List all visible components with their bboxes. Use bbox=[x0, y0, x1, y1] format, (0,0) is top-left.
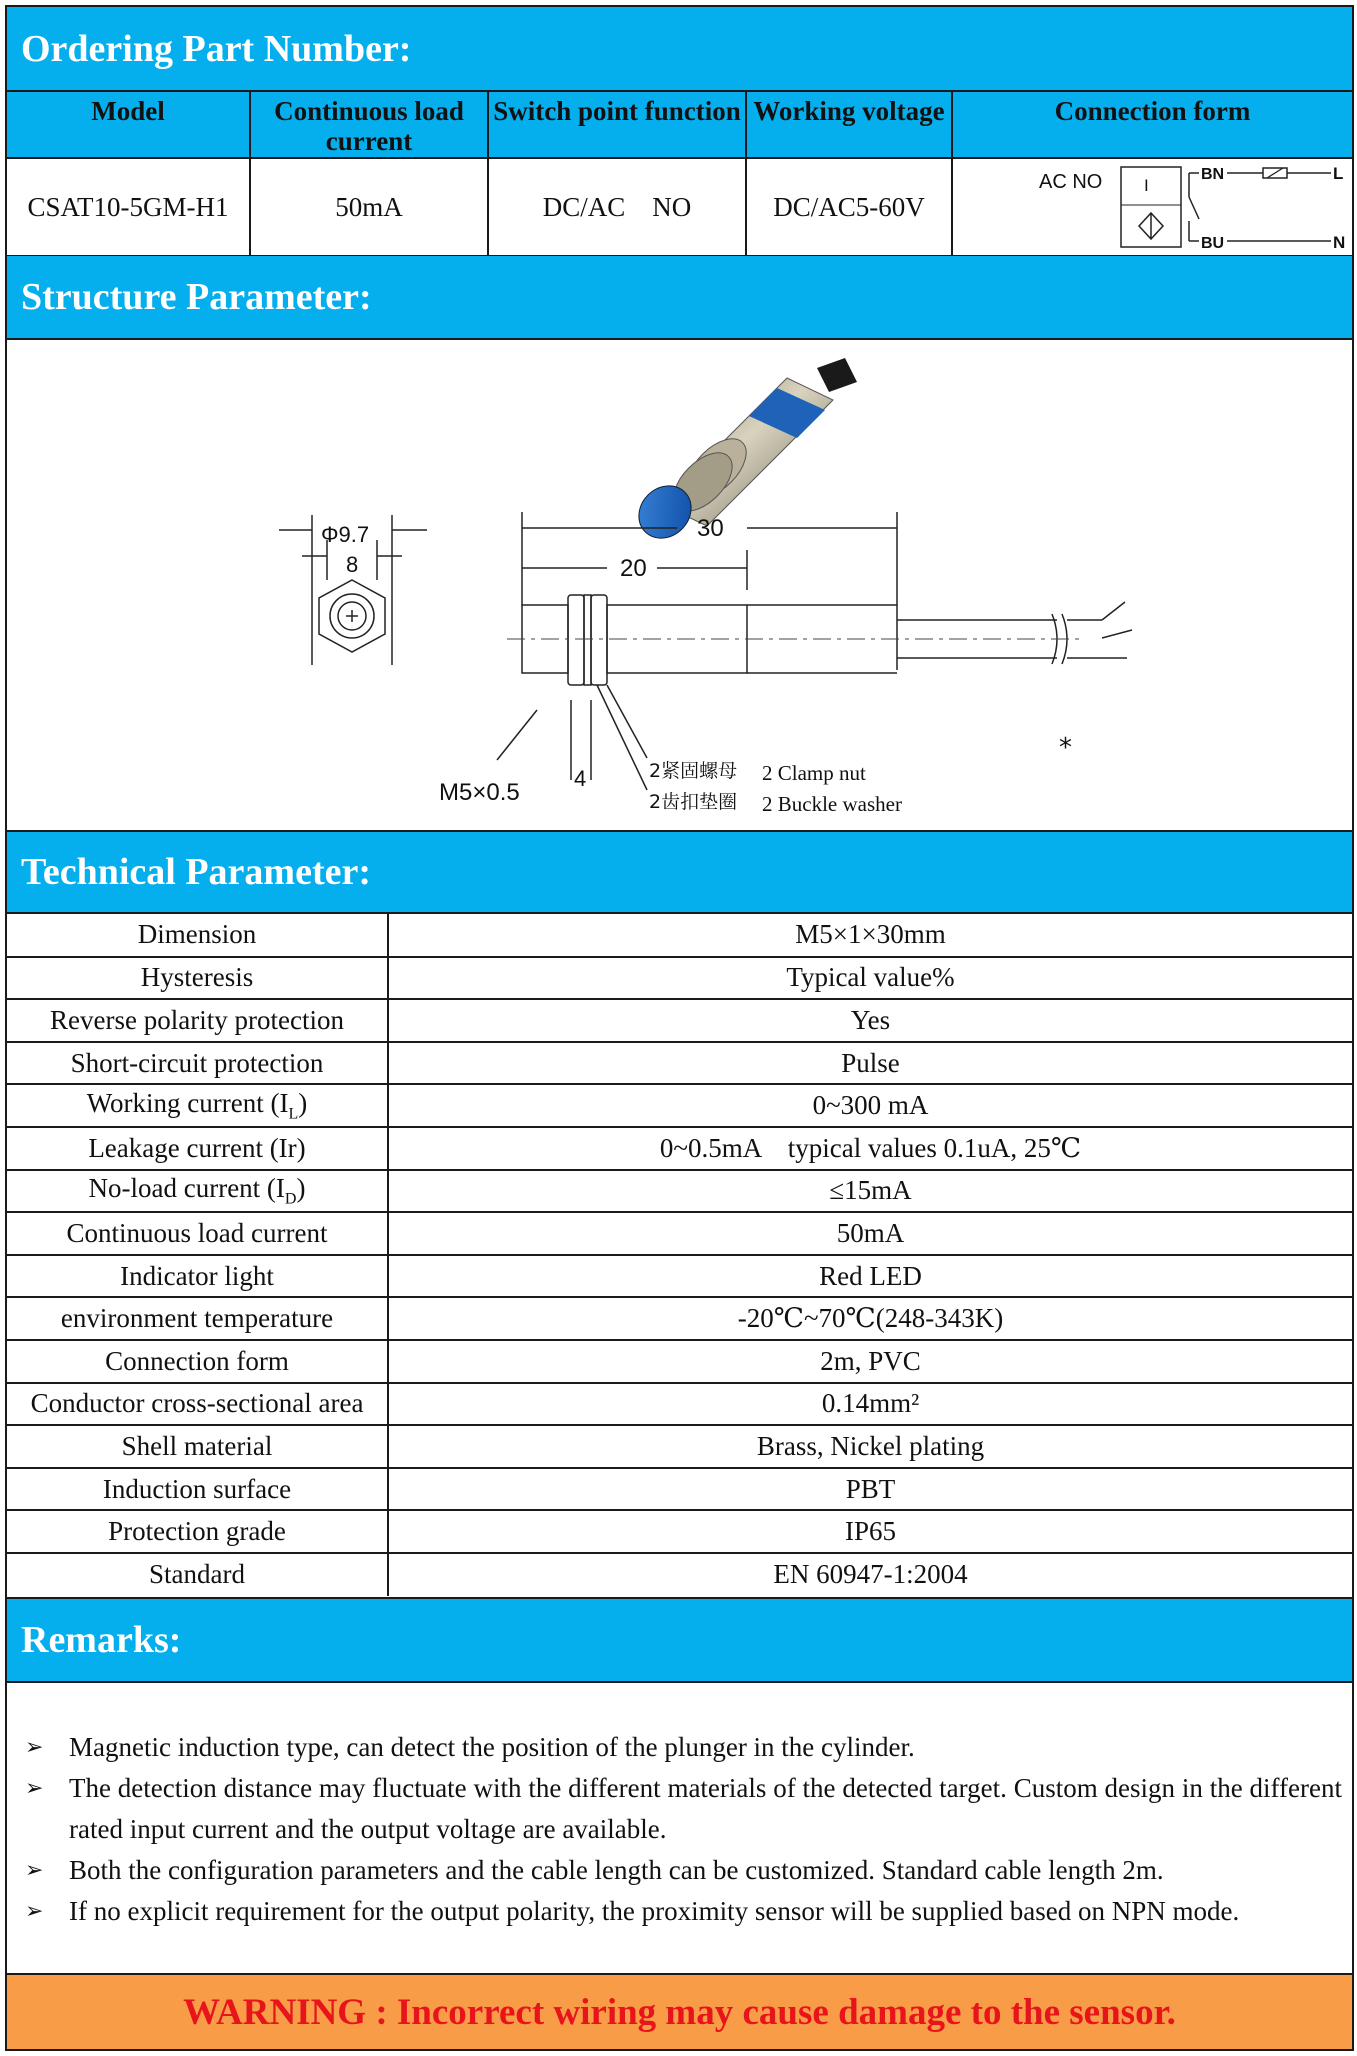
bullet-arrow-icon: ➢ bbox=[25, 1899, 44, 1924]
tech-row bbox=[7, 1468, 1352, 1511]
proximity-diamond-icon bbox=[1139, 213, 1163, 239]
tech-row bbox=[7, 1340, 1352, 1383]
tech-row bbox=[7, 1553, 1352, 1596]
tech-param-value: 50mA bbox=[388, 1212, 1352, 1255]
tech-param-name: Dimension bbox=[7, 914, 388, 957]
bullet-arrow-icon: ➢ bbox=[25, 1735, 44, 1760]
tech-row bbox=[7, 1127, 1352, 1170]
tech-param-value: Brass, Nickel plating bbox=[388, 1425, 1352, 1468]
tech-row bbox=[7, 1297, 1352, 1340]
terminal-n: N bbox=[1333, 233, 1346, 252]
bullet-arrow-icon: ➢ bbox=[25, 1776, 44, 1801]
tech-param-name: Protection grade bbox=[7, 1510, 388, 1553]
label-washer-en: 2 Buckle washer bbox=[762, 792, 902, 816]
tech-row bbox=[7, 1425, 1352, 1468]
wiring-diagram bbox=[953, 159, 1349, 255]
remark-item bbox=[19, 1850, 1342, 1891]
header-working-voltage: Working voltage bbox=[746, 92, 952, 158]
tech-row bbox=[7, 999, 1352, 1042]
tech-param-value: 2m, PVC bbox=[388, 1340, 1352, 1383]
tech-row bbox=[7, 1170, 1352, 1213]
section-title: Technical Parameter: bbox=[21, 851, 371, 893]
label-washer-cn: 2齿扣垫圈 bbox=[649, 791, 738, 813]
tech-param-value: EN 60947-1:2004 bbox=[388, 1553, 1352, 1596]
side-view-drawing bbox=[497, 512, 1132, 790]
tech-param-name: Hysteresis bbox=[7, 957, 388, 1000]
tech-row bbox=[7, 1255, 1352, 1298]
remark-item bbox=[19, 1891, 1342, 1932]
technical-table bbox=[7, 914, 1352, 1596]
tech-row bbox=[7, 1510, 1352, 1553]
ordering-table bbox=[7, 92, 1352, 257]
ordering-header-row bbox=[7, 92, 1352, 158]
cell-model: CSAT10-5GM-H1 bbox=[7, 158, 250, 256]
header-switch-point-function: Switch point function bbox=[488, 92, 746, 158]
tech-param-name: Indicator light bbox=[7, 1255, 388, 1298]
dim-nut-width: 4 bbox=[574, 766, 587, 791]
label-clamp-nut-cn: 2紧固螺母 bbox=[649, 760, 738, 782]
sensor-symbol-text: I bbox=[1144, 176, 1149, 195]
tech-param-name: Connection form bbox=[7, 1340, 388, 1383]
remark-text: Magnetic induction type, can detect the position of the plunger in the cylinder. bbox=[69, 1732, 915, 1762]
header-connection-form: Connection form bbox=[952, 92, 1352, 158]
structure-drawing-area bbox=[7, 340, 1352, 830]
tech-param-value: Red LED bbox=[388, 1255, 1352, 1298]
tech-row bbox=[7, 914, 1352, 957]
cell-current: 50mA bbox=[250, 158, 488, 256]
tech-row bbox=[7, 1084, 1352, 1127]
section-header-remarks bbox=[7, 1597, 1352, 1683]
cell-connection-diagram bbox=[952, 158, 1352, 256]
remark-text: If no explicit requirement for the output polarity, the proximity sensor will be supplied based on NPN mode. bbox=[69, 1896, 1240, 1926]
tech-row bbox=[7, 1042, 1352, 1085]
warning-banner bbox=[7, 1973, 1352, 2049]
remark-text: Both the configuration parameters and the cable length can be customized. Standard cable length 2m. bbox=[69, 1855, 1164, 1885]
tech-param-name: Induction surface bbox=[7, 1468, 388, 1511]
section-title: Ordering Part Number: bbox=[21, 27, 412, 70]
cell-function: DC/AC NO bbox=[488, 158, 746, 256]
dim-diameter: Φ9.7 bbox=[321, 522, 370, 547]
dim-thread-length: 20 bbox=[620, 555, 647, 582]
section-header-structure bbox=[7, 256, 1352, 340]
dim-hex: 8 bbox=[346, 552, 359, 577]
datasheet-page bbox=[5, 5, 1354, 2051]
section-header-ordering bbox=[7, 7, 1352, 92]
wiring-mode-label: AC NO bbox=[1039, 171, 1103, 193]
tech-param-value: M5×1×30mm bbox=[388, 914, 1352, 957]
section-title: Structure Parameter: bbox=[21, 276, 372, 318]
tech-row bbox=[7, 1212, 1352, 1255]
tech-param-value: Yes bbox=[388, 999, 1352, 1042]
tech-param-value: -20℃~70℃(248-343K) bbox=[388, 1297, 1352, 1340]
wire-label-bu: BU bbox=[1201, 235, 1225, 252]
tech-param-name: Conductor cross-sectional area bbox=[7, 1383, 388, 1426]
remark-item bbox=[19, 1768, 1342, 1850]
ordering-data-row bbox=[7, 158, 1352, 256]
tech-param-value: 0~300 mA bbox=[388, 1084, 1352, 1127]
tech-param-name: Standard bbox=[7, 1553, 388, 1596]
header-continuous-load-current: Continuous load current bbox=[250, 92, 488, 158]
sensor-photo bbox=[628, 358, 857, 549]
tech-param-name: Leakage current (Ir) bbox=[7, 1127, 388, 1170]
tech-param-name: Shell material bbox=[7, 1425, 388, 1468]
tech-param-name: No-load current $(I_D)$ bbox=[7, 1170, 388, 1213]
section-title: Remarks: bbox=[21, 1619, 182, 1661]
tech-param-value: Pulse bbox=[388, 1042, 1352, 1085]
bullet-arrow-icon: ➢ bbox=[25, 1858, 44, 1883]
cable-mark: * bbox=[1059, 733, 1072, 763]
cell-voltage: DC/AC5-60V bbox=[746, 158, 952, 256]
tech-param-value: 0~0.5mA typical values 0.1uA, 25℃ bbox=[388, 1127, 1352, 1170]
tech-param-value: ≤15mA bbox=[388, 1170, 1352, 1213]
tech-row bbox=[7, 1383, 1352, 1426]
tech-param-value: Typical value% bbox=[388, 957, 1352, 1000]
cable-stub bbox=[817, 358, 857, 392]
wire-label-bn: BN bbox=[1201, 166, 1225, 183]
terminal-l: L bbox=[1333, 164, 1344, 183]
dim-thread-spec: M5×0.5 bbox=[439, 779, 520, 806]
tech-param-value: 0.14mm² bbox=[388, 1383, 1352, 1426]
tech-param-name: environment temperature bbox=[7, 1297, 388, 1340]
warning-text: WARNING : Incorrect wiring may cause damage to the sensor. bbox=[183, 1991, 1176, 2033]
tech-param-value: PBT bbox=[388, 1468, 1352, 1511]
switch-symbol bbox=[1189, 173, 1199, 241]
dim-total-length: 30 bbox=[697, 515, 724, 542]
tech-row bbox=[7, 957, 1352, 1000]
sensor-drawing bbox=[7, 340, 1352, 830]
tech-param-name: Short-circuit protection bbox=[7, 1042, 388, 1085]
tech-param-value: IP65 bbox=[388, 1510, 1352, 1553]
remarks-list bbox=[7, 1683, 1352, 1973]
tech-param-name: Working current $(I_L)$ bbox=[7, 1084, 388, 1127]
remark-item bbox=[19, 1727, 1342, 1768]
label-clamp-nut-en: 2 Clamp nut bbox=[762, 761, 866, 785]
remark-text: The detection distance may fluctuate with the different materials of the detected target. Custom design in the different rated input current and the output voltage are available. bbox=[69, 1773, 1342, 1844]
header-model: Model bbox=[7, 92, 250, 158]
tech-param-name: Continuous load current bbox=[7, 1212, 388, 1255]
tech-param-name: Reverse polarity protection bbox=[7, 999, 388, 1042]
section-header-technical bbox=[7, 830, 1352, 914]
